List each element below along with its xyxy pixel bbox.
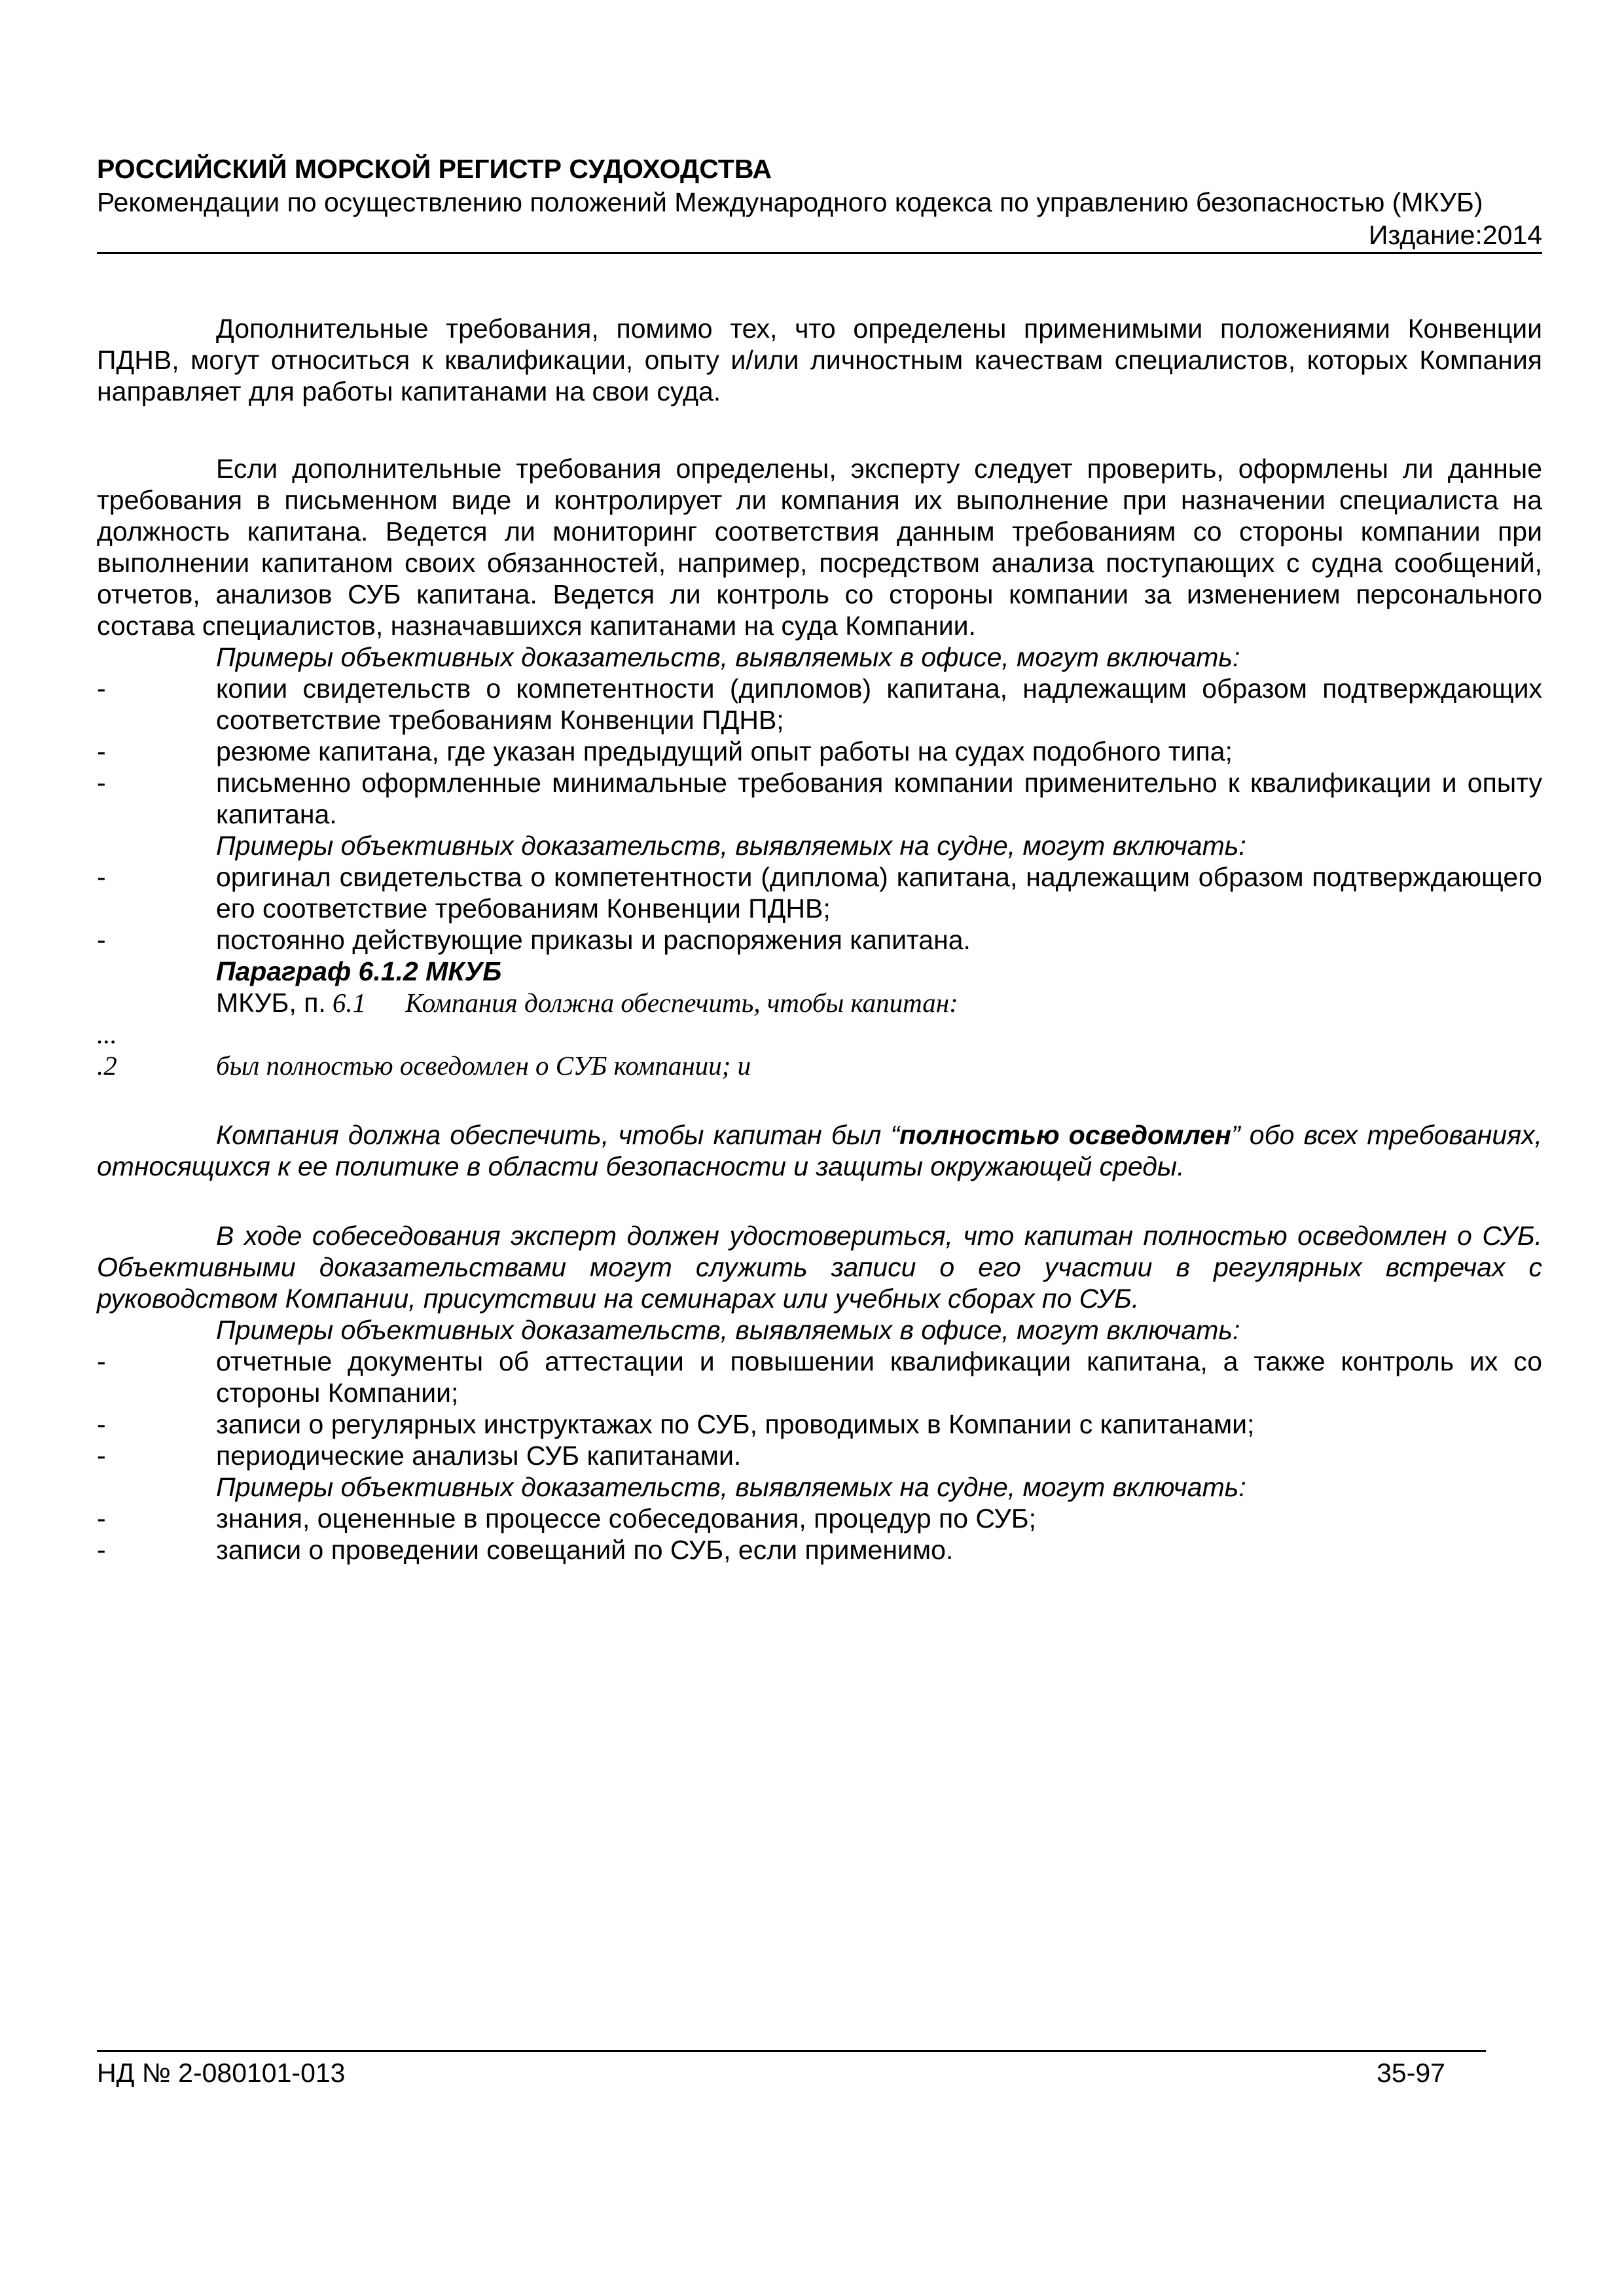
dash-bullet: - <box>97 1535 106 1565</box>
page-number: 35-97 <box>1377 2058 1445 2088</box>
list-item: - постоянно действующие приказы и распоряжения капитана. <box>97 925 971 955</box>
ellipsis: ... <box>97 1019 117 1049</box>
examples-office-heading-2: Примеры объективных доказательств, выявляемых в офисе, могут включать: <box>216 1315 1240 1345</box>
page-content <box>97 313 1542 1566</box>
item-text: был полностью осведомлен о СУБ компании; и <box>216 1050 751 1081</box>
ref-text: Компания должна обеспечить, чтобы капитан: <box>405 988 958 1018</box>
code-reference <box>97 987 1542 1018</box>
document-number: НД № 2-080101-013 <box>97 2058 346 2088</box>
header-divider <box>97 252 1542 254</box>
examples-ship-heading-2: Примеры объективных доказательств, выявляемых на судне, могут включать: <box>216 1472 1246 1502</box>
dash-bullet: - <box>97 1503 106 1534</box>
examples-ship-list-2 <box>97 1503 1542 1566</box>
list-item: - письменно оформленные минимальные требования компании применительно к квалификации и опыту капитана. <box>97 768 1542 829</box>
ref-prefix: МКУБ, п. <box>216 988 326 1018</box>
item-number: .2 <box>97 1050 117 1081</box>
examples-office-list <box>97 673 1542 830</box>
list-item: - резюме капитана, где указан предыдущий опыт работы на судах подобного типа; <box>97 736 1233 766</box>
page-footer <box>97 2056 1445 2089</box>
dash-bullet: - <box>97 925 106 955</box>
dash-bullet: - <box>97 1441 106 1471</box>
footer-divider <box>97 2050 1486 2052</box>
dash-bullet: - <box>97 768 106 798</box>
code-item <box>97 1050 1542 1081</box>
dash-bullet: - <box>97 862 106 892</box>
paragraph-additional-requirements: Дополнительные требования, помимо тех, что определены применимыми положениями Конвенции ПДНВ, могут относиться к квалификации, опыту и/или личностным качествам специалистов, которых Компания направляет для работы капитанами на свои суда. <box>97 314 1542 406</box>
emphasis-fully-informed: полностью осведомлен <box>899 1120 1231 1150</box>
dash-bullet: - <box>97 1409 106 1439</box>
examples-ship-list <box>97 861 1542 956</box>
list-item: - записи о регулярных инструктажах по СУБ, проводимых в Компании с капитанами; <box>97 1409 1255 1439</box>
examples-office-heading: Примеры объективных доказательств, выявляемых в офисе, могут включать: <box>216 642 1240 672</box>
list-item: - записи о проведении совещаний по СУБ, если применимо. <box>97 1535 954 1565</box>
examples-ship-heading: Примеры объективных доказательств, выявляемых на судне, могут включать: <box>216 831 1246 861</box>
paragraph-interview: В ходе собеседования эксперт должен удостовериться, что капитан полностью осведомлен о СУБ. Объективными доказательствами могут служить записи о его участии в регулярных встречах с руководством Компании, присутствии на семинарах или учебных сборах по СУБ. <box>97 1221 1542 1314</box>
dash-bullet: - <box>97 736 106 766</box>
paragraph-verification: Если дополнительные требования определены, эксперту следует проверить, оформлены ли данные требования в письменном виде и контролирует ли компания их выполнение при назначении специалиста на должность капитана. Ведется ли мониторинг соответствия данным требованиям со стороны компании при выполнении капитаном своих обязанностей, например, посредством анализа поступающих с судна сообщений, отчетов, анализов СУБ капитана. Ведется ли контроль со стороны компании за изменением персонального состава специалистов, назначавшихся капитанами на суда Компании. <box>97 454 1542 641</box>
examples-office-list-2 <box>97 1346 1542 1471</box>
organization-name: РОССИЙСКИЙ МОРСКОЙ РЕГИСТР СУДОХОДСТВА <box>97 154 772 184</box>
page-header <box>97 152 1542 251</box>
ref-number: 6.1 <box>332 988 367 1018</box>
paragraph-fully-informed: Компания должна обеспечить, чтобы капитан был “полностью осведомлен” обо всех требованиях, относящихся к ее политике в области безопасности и защиты окружающей среды. <box>97 1120 1542 1181</box>
document-subtitle: Рекомендации по осуществлению положений Международного кодекса по управлению безопасностью (МКУБ) <box>97 187 1483 217</box>
dash-bullet: - <box>97 673 106 704</box>
list-item: - периодические анализы СУБ капитанами. <box>97 1441 742 1471</box>
list-item: - знания, оцененные в процессе собеседования, процедур по СУБ; <box>97 1503 1037 1534</box>
list-item: - отчетные документы об аттестации и повышении квалификации капитана, а также контроль их со стороны Компании; <box>97 1346 1542 1408</box>
list-item: - оригинал свидетельства о компетентности (диплома) капитана, надлежащим образом подтверждающего его соответствие требованиям Конвенции ПДНВ; <box>97 862 1542 924</box>
edition-label: Издание:2014 <box>1368 220 1542 250</box>
dash-bullet: - <box>97 1346 106 1376</box>
paragraph-heading: Параграф 6.1.2 МКУБ <box>216 956 502 986</box>
list-item: - копии свидетельств о компетентности (дипломов) капитана, надлежащим образом подтверждающих соответствие требованиям Конвенции ПДНВ; <box>97 673 1542 735</box>
